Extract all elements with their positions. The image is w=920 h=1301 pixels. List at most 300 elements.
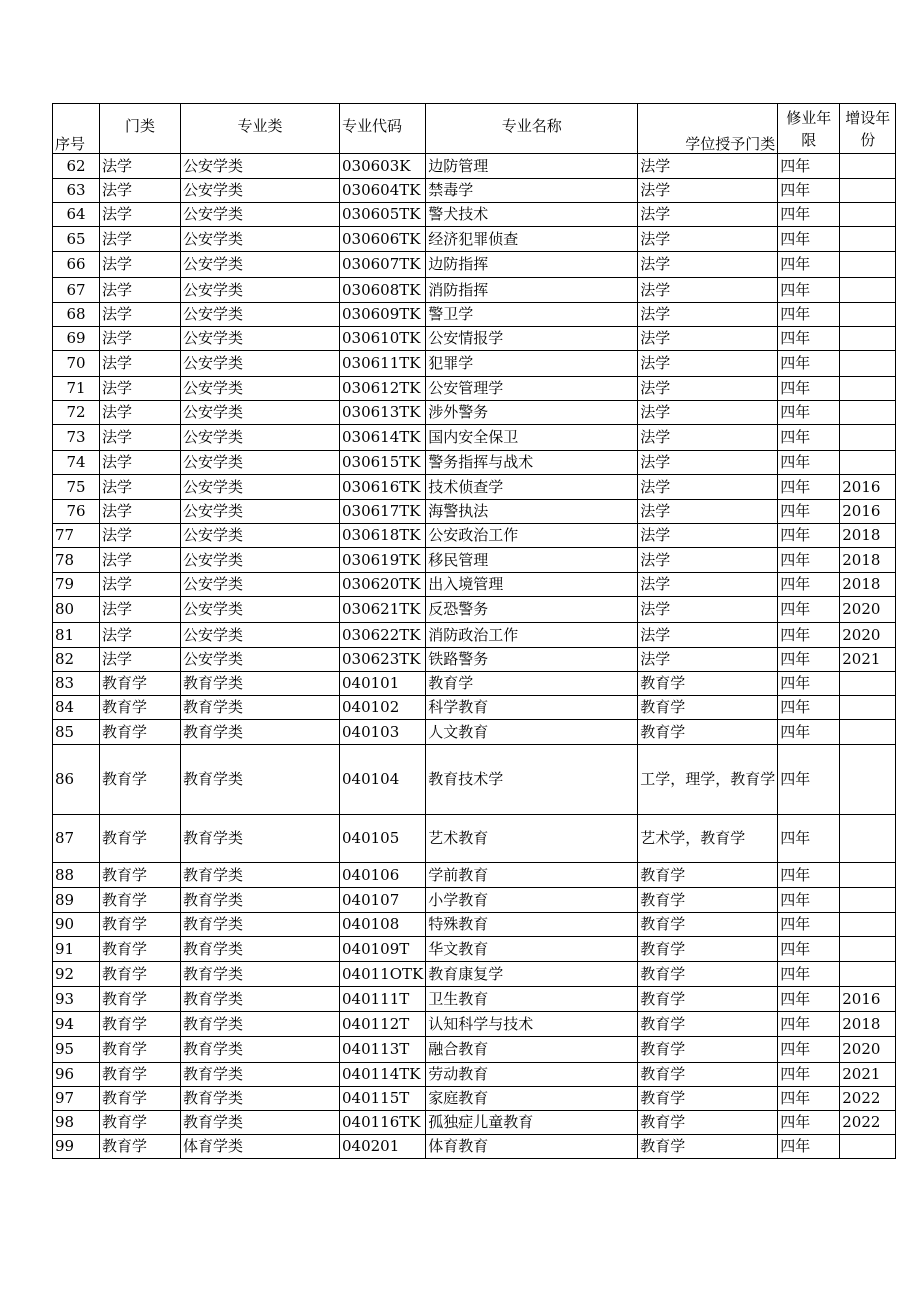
cell-category: 法学 (100, 327, 181, 351)
cell-name: 教育学 (426, 672, 638, 696)
cell-discipline: 教育学类 (181, 696, 340, 720)
cell-code: 030609TK (340, 303, 426, 327)
cell-category: 法学 (100, 425, 181, 451)
table-row (53, 327, 896, 351)
cell-category: 法学 (100, 252, 181, 278)
cell-name: 体育教育 (426, 1135, 638, 1159)
table-row (53, 524, 896, 548)
cell-discipline: 教育学类 (181, 888, 340, 913)
cell-seq: 89 (53, 888, 100, 913)
cell-year-added: 2016 (840, 475, 896, 500)
cell-discipline: 教育学类 (181, 815, 340, 863)
cell-name: 教育康复学 (426, 962, 638, 987)
cell-duration: 四年 (778, 720, 840, 745)
cell-discipline: 公安学类 (181, 252, 340, 278)
table-row (53, 401, 896, 425)
cell-name: 反恐警务 (426, 597, 638, 623)
table-row (53, 720, 896, 745)
table-body (53, 154, 896, 1159)
cell-discipline: 教育学类 (181, 1037, 340, 1063)
cell-code: 030618TK (340, 524, 426, 548)
cell-discipline: 教育学类 (181, 1087, 340, 1111)
cell-degree: 法学 (638, 252, 778, 278)
cell-duration: 四年 (778, 863, 840, 888)
cell-year-added (840, 179, 896, 203)
cell-name: 华文教育 (426, 937, 638, 962)
cell-discipline: 公安学类 (181, 401, 340, 425)
cell-year-added (840, 377, 896, 401)
cell-category: 教育学 (100, 720, 181, 745)
cell-category: 教育学 (100, 1111, 181, 1135)
cell-code: 030621TK (340, 597, 426, 623)
header-degree: 学位授予门类 (638, 104, 778, 154)
cell-duration: 四年 (778, 227, 840, 252)
cell-duration: 四年 (778, 1111, 840, 1135)
cell-code: 030623TK (340, 648, 426, 672)
cell-name: 铁路警务 (426, 648, 638, 672)
cell-name: 学前教育 (426, 863, 638, 888)
cell-year-added (840, 745, 896, 815)
cell-code: 040101 (340, 672, 426, 696)
cell-code: 030622TK (340, 623, 426, 648)
cell-discipline: 公安学类 (181, 425, 340, 451)
cell-code: 030620TK (340, 573, 426, 597)
cell-discipline: 公安学类 (181, 648, 340, 672)
cell-discipline: 公安学类 (181, 500, 340, 524)
cell-duration: 四年 (778, 377, 840, 401)
cell-name: 融合教育 (426, 1037, 638, 1063)
cell-year-added: 2018 (840, 548, 896, 573)
table-row (53, 623, 896, 648)
cell-category: 教育学 (100, 696, 181, 720)
cell-duration: 四年 (778, 154, 840, 179)
cell-year-added (840, 278, 896, 303)
cell-seq: 67 (53, 278, 100, 303)
cell-duration: 四年 (778, 278, 840, 303)
cell-discipline: 体育学类 (181, 1135, 340, 1159)
cell-name: 边防管理 (426, 154, 638, 179)
cell-name: 国内安全保卫 (426, 425, 638, 451)
cell-name: 艺术教育 (426, 815, 638, 863)
cell-duration: 四年 (778, 1063, 840, 1087)
cell-duration: 四年 (778, 203, 840, 227)
cell-seq: 79 (53, 573, 100, 597)
cell-seq: 72 (53, 401, 100, 425)
cell-code: 030606TK (340, 227, 426, 252)
cell-seq: 80 (53, 597, 100, 623)
cell-category: 法学 (100, 203, 181, 227)
cell-category: 法学 (100, 475, 181, 500)
cell-name: 卫生教育 (426, 987, 638, 1012)
cell-name: 边防指挥 (426, 252, 638, 278)
cell-code: 040103 (340, 720, 426, 745)
cell-category: 教育学 (100, 1012, 181, 1037)
cell-duration: 四年 (778, 327, 840, 351)
cell-discipline: 公安学类 (181, 303, 340, 327)
cell-category: 法学 (100, 623, 181, 648)
table-row (53, 815, 896, 863)
cell-discipline: 教育学类 (181, 1012, 340, 1037)
cell-name: 公安管理学 (426, 377, 638, 401)
cell-name: 移民管理 (426, 548, 638, 573)
cell-degree: 教育学 (638, 1012, 778, 1037)
cell-code: 030619TK (340, 548, 426, 573)
cell-discipline: 公安学类 (181, 351, 340, 377)
cell-duration: 四年 (778, 962, 840, 987)
cell-degree: 教育学 (638, 1087, 778, 1111)
cell-duration: 四年 (778, 672, 840, 696)
table-row (53, 696, 896, 720)
cell-duration: 四年 (778, 500, 840, 524)
cell-discipline: 公安学类 (181, 475, 340, 500)
cell-duration: 四年 (778, 475, 840, 500)
cell-degree: 教育学 (638, 1111, 778, 1135)
cell-code: 040201 (340, 1135, 426, 1159)
header-seq: 序号 (53, 104, 100, 154)
cell-discipline: 公安学类 (181, 227, 340, 252)
header-name: 专业名称 (426, 104, 638, 154)
cell-code: 040109T (340, 937, 426, 962)
cell-code: 030615TK (340, 451, 426, 475)
cell-discipline: 公安学类 (181, 327, 340, 351)
cell-degree: 法学 (638, 573, 778, 597)
cell-seq: 70 (53, 351, 100, 377)
cell-category: 法学 (100, 278, 181, 303)
cell-degree: 教育学 (638, 1135, 778, 1159)
cell-year-added: 2022 (840, 1111, 896, 1135)
cell-year-added (840, 962, 896, 987)
cell-year-added (840, 401, 896, 425)
cell-degree: 教育学 (638, 1063, 778, 1087)
cell-seq: 66 (53, 252, 100, 278)
cell-duration: 四年 (778, 1087, 840, 1111)
table-row (53, 377, 896, 401)
cell-seq: 91 (53, 937, 100, 962)
cell-seq: 65 (53, 227, 100, 252)
cell-degree: 教育学 (638, 696, 778, 720)
cell-code: 030617TK (340, 500, 426, 524)
header-duration: 修业年限 (778, 104, 840, 154)
cell-degree: 教育学 (638, 1037, 778, 1063)
cell-year-added (840, 203, 896, 227)
cell-discipline: 教育学类 (181, 962, 340, 987)
cell-degree: 工学，理学，教育学 (638, 745, 778, 815)
cell-name: 消防指挥 (426, 278, 638, 303)
cell-category: 法学 (100, 227, 181, 252)
cell-year-added: 2021 (840, 648, 896, 672)
table-row (53, 573, 896, 597)
cell-year-added: 2016 (840, 987, 896, 1012)
cell-category: 法学 (100, 500, 181, 524)
cell-duration: 四年 (778, 913, 840, 937)
cell-category: 法学 (100, 377, 181, 401)
cell-duration: 四年 (778, 252, 840, 278)
cell-name: 消防政治工作 (426, 623, 638, 648)
cell-discipline: 公安学类 (181, 451, 340, 475)
header-year-added: 增设年份 (840, 104, 896, 154)
cell-degree: 教育学 (638, 962, 778, 987)
cell-seq: 69 (53, 327, 100, 351)
cell-code: 040102 (340, 696, 426, 720)
cell-duration: 四年 (778, 1012, 840, 1037)
cell-degree: 法学 (638, 597, 778, 623)
cell-degree: 法学 (638, 179, 778, 203)
cell-degree: 教育学 (638, 888, 778, 913)
cell-seq: 71 (53, 377, 100, 401)
cell-duration: 四年 (778, 888, 840, 913)
cell-code: 030605TK (340, 203, 426, 227)
cell-degree: 法学 (638, 548, 778, 573)
cell-degree: 艺术学，教育学 (638, 815, 778, 863)
cell-name: 公安情报学 (426, 327, 638, 351)
cell-duration: 四年 (778, 696, 840, 720)
cell-category: 教育学 (100, 913, 181, 937)
table-row (53, 1012, 896, 1037)
table-row (53, 648, 896, 672)
cell-duration: 四年 (778, 573, 840, 597)
table-row (53, 863, 896, 888)
cell-category: 教育学 (100, 672, 181, 696)
cell-duration: 四年 (778, 937, 840, 962)
cell-degree: 教育学 (638, 672, 778, 696)
cell-year-added (840, 913, 896, 937)
cell-name: 禁毒学 (426, 179, 638, 203)
cell-degree: 法学 (638, 401, 778, 425)
cell-code: 040106 (340, 863, 426, 888)
cell-seq: 99 (53, 1135, 100, 1159)
cell-seq: 74 (53, 451, 100, 475)
cell-category: 法学 (100, 597, 181, 623)
cell-degree: 法学 (638, 500, 778, 524)
table-row (53, 252, 896, 278)
cell-code: 040107 (340, 888, 426, 913)
cell-discipline: 教育学类 (181, 672, 340, 696)
table-row (53, 913, 896, 937)
cell-seq: 85 (53, 720, 100, 745)
table-row (53, 987, 896, 1012)
cell-name: 特殊教育 (426, 913, 638, 937)
cell-discipline: 教育学类 (181, 987, 340, 1012)
cell-duration: 四年 (778, 425, 840, 451)
cell-duration: 四年 (778, 745, 840, 815)
cell-degree: 法学 (638, 425, 778, 451)
cell-code: 030604TK (340, 179, 426, 203)
cell-year-added (840, 1135, 896, 1159)
table-row (53, 1037, 896, 1063)
table-row (53, 500, 896, 524)
cell-degree: 法学 (638, 524, 778, 548)
cell-category: 法学 (100, 154, 181, 179)
cell-category: 教育学 (100, 815, 181, 863)
cell-seq: 90 (53, 913, 100, 937)
cell-name: 出入境管理 (426, 573, 638, 597)
cell-degree: 法学 (638, 475, 778, 500)
cell-discipline: 教育学类 (181, 937, 340, 962)
cell-duration: 四年 (778, 1135, 840, 1159)
cell-seq: 77 (53, 524, 100, 548)
cell-seq: 83 (53, 672, 100, 696)
cell-name: 人文教育 (426, 720, 638, 745)
cell-discipline: 公安学类 (181, 597, 340, 623)
table-row (53, 937, 896, 962)
cell-year-added (840, 451, 896, 475)
cell-year-added: 2020 (840, 623, 896, 648)
cell-year-added: 2020 (840, 597, 896, 623)
cell-name: 警犬技术 (426, 203, 638, 227)
cell-name: 劳动教育 (426, 1063, 638, 1087)
cell-name: 公安政治工作 (426, 524, 638, 548)
cell-year-added: 2018 (840, 1012, 896, 1037)
cell-name: 警卫学 (426, 303, 638, 327)
cell-year-added: 2020 (840, 1037, 896, 1063)
cell-code: 030613TK (340, 401, 426, 425)
cell-discipline: 公安学类 (181, 278, 340, 303)
cell-code: 030608TK (340, 278, 426, 303)
cell-discipline: 公安学类 (181, 179, 340, 203)
table-row (53, 278, 896, 303)
cell-year-added (840, 815, 896, 863)
table-row (53, 1087, 896, 1111)
cell-degree: 法学 (638, 451, 778, 475)
cell-year-added (840, 252, 896, 278)
cell-category: 教育学 (100, 937, 181, 962)
cell-name: 家庭教育 (426, 1087, 638, 1111)
cell-category: 法学 (100, 451, 181, 475)
cell-category: 法学 (100, 548, 181, 573)
cell-code: 040116TK (340, 1111, 426, 1135)
cell-category: 教育学 (100, 863, 181, 888)
cell-category: 法学 (100, 303, 181, 327)
cell-seq: 87 (53, 815, 100, 863)
cell-seq: 94 (53, 1012, 100, 1037)
cell-category: 法学 (100, 401, 181, 425)
cell-seq: 93 (53, 987, 100, 1012)
cell-name: 教育技术学 (426, 745, 638, 815)
cell-seq: 88 (53, 863, 100, 888)
cell-degree: 法学 (638, 154, 778, 179)
cell-year-added (840, 672, 896, 696)
cell-category: 教育学 (100, 962, 181, 987)
cell-duration: 四年 (778, 451, 840, 475)
cell-category: 教育学 (100, 1087, 181, 1111)
cell-name: 孤独症儿童教育 (426, 1111, 638, 1135)
cell-code: 040105 (340, 815, 426, 863)
cell-discipline: 公安学类 (181, 203, 340, 227)
cell-year-added (840, 720, 896, 745)
header-category: 门类 (100, 104, 181, 154)
table-row (53, 672, 896, 696)
cell-degree: 法学 (638, 327, 778, 351)
cell-seq: 76 (53, 500, 100, 524)
cell-code: 040104 (340, 745, 426, 815)
table-row (53, 888, 896, 913)
header-discipline: 专业类 (181, 104, 340, 154)
cell-seq: 95 (53, 1037, 100, 1063)
cell-year-added (840, 351, 896, 377)
cell-name: 涉外警务 (426, 401, 638, 425)
cell-code: 04011OTK (340, 962, 426, 987)
cell-discipline: 教育学类 (181, 863, 340, 888)
cell-year-added (840, 863, 896, 888)
cell-duration: 四年 (778, 597, 840, 623)
cell-year-added (840, 937, 896, 962)
cell-duration: 四年 (778, 401, 840, 425)
cell-degree: 法学 (638, 623, 778, 648)
cell-category: 教育学 (100, 987, 181, 1012)
cell-discipline: 公安学类 (181, 573, 340, 597)
cell-category: 教育学 (100, 888, 181, 913)
cell-code: 030612TK (340, 377, 426, 401)
cell-duration: 四年 (778, 351, 840, 377)
cell-category: 法学 (100, 573, 181, 597)
cell-year-added (840, 696, 896, 720)
cell-duration: 四年 (778, 987, 840, 1012)
cell-degree: 法学 (638, 278, 778, 303)
cell-seq: 86 (53, 745, 100, 815)
cell-duration: 四年 (778, 815, 840, 863)
cell-degree: 法学 (638, 377, 778, 401)
cell-year-added: 2021 (840, 1063, 896, 1087)
cell-degree: 教育学 (638, 937, 778, 962)
cell-degree: 法学 (638, 303, 778, 327)
cell-degree: 法学 (638, 227, 778, 252)
cell-code: 030603K (340, 154, 426, 179)
cell-degree: 法学 (638, 203, 778, 227)
cell-year-added (840, 888, 896, 913)
header-row (53, 104, 896, 154)
cell-name: 小学教育 (426, 888, 638, 913)
cell-code: 030611TK (340, 351, 426, 377)
cell-discipline: 教育学类 (181, 913, 340, 937)
cell-category: 教育学 (100, 1037, 181, 1063)
cell-seq: 92 (53, 962, 100, 987)
table-row (53, 179, 896, 203)
cell-year-added (840, 327, 896, 351)
cell-discipline: 教育学类 (181, 720, 340, 745)
cell-year-added: 2022 (840, 1087, 896, 1111)
cell-discipline: 公安学类 (181, 623, 340, 648)
cell-degree: 法学 (638, 648, 778, 672)
cell-name: 犯罪学 (426, 351, 638, 377)
cell-name: 警务指挥与战术 (426, 451, 638, 475)
table-row (53, 1063, 896, 1087)
table-row (53, 203, 896, 227)
cell-discipline: 教育学类 (181, 1063, 340, 1087)
cell-category: 教育学 (100, 1063, 181, 1087)
cell-year-added: 2018 (840, 573, 896, 597)
header-code: 专业代码 (340, 104, 426, 154)
cell-category: 法学 (100, 351, 181, 377)
table-row (53, 548, 896, 573)
table-row (53, 227, 896, 252)
table-row (53, 451, 896, 475)
cell-seq: 96 (53, 1063, 100, 1087)
cell-seq: 98 (53, 1111, 100, 1135)
cell-category: 教育学 (100, 745, 181, 815)
table-row (53, 745, 896, 815)
cell-discipline: 教育学类 (181, 745, 340, 815)
cell-duration: 四年 (778, 303, 840, 327)
table-row (53, 303, 896, 327)
cell-code: 030616TK (340, 475, 426, 500)
cell-seq: 97 (53, 1087, 100, 1111)
cell-year-added (840, 154, 896, 179)
cell-name: 科学教育 (426, 696, 638, 720)
cell-code: 030607TK (340, 252, 426, 278)
cell-seq: 73 (53, 425, 100, 451)
cell-degree: 教育学 (638, 863, 778, 888)
cell-discipline: 公安学类 (181, 524, 340, 548)
